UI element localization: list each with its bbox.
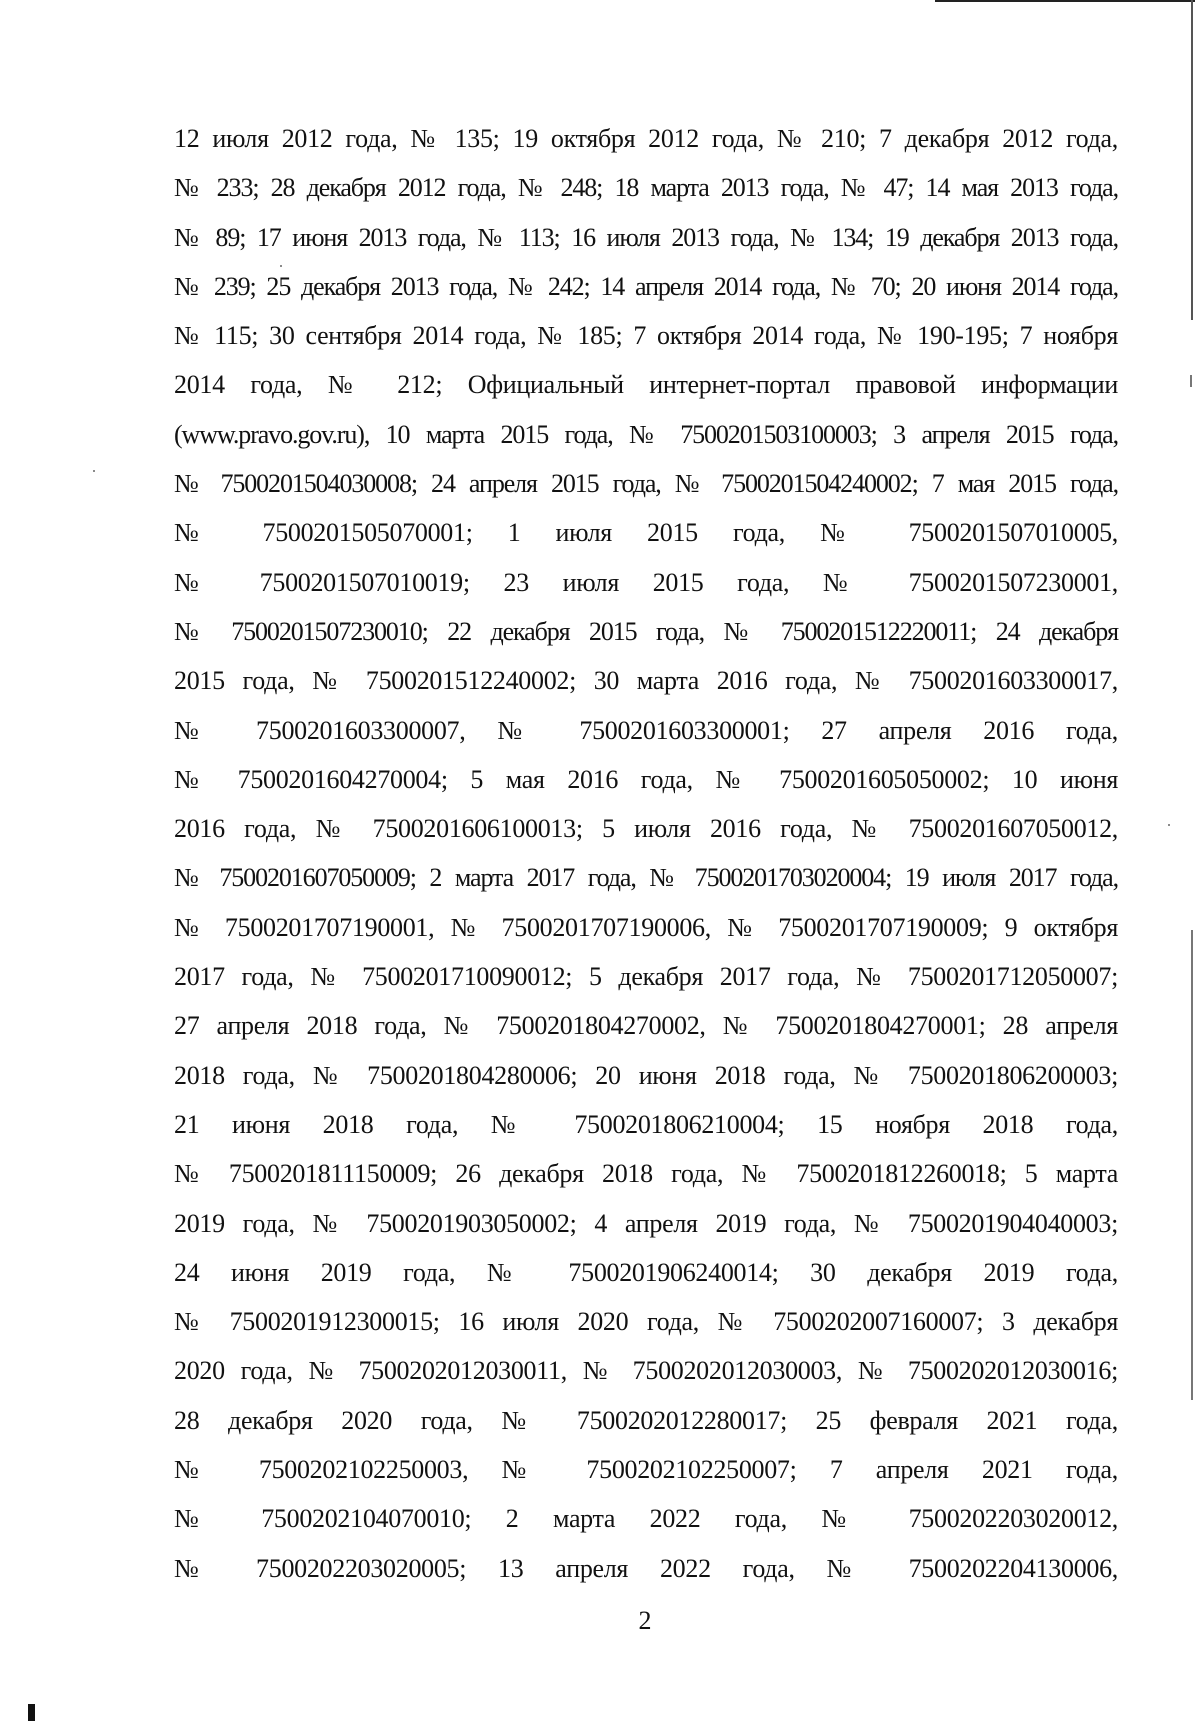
text-line: 2019 года, № 7500201903050002; 4 апреля 2019 года, № 7500201904040003;: [174, 1208, 1118, 1238]
text-line: № 7500201507010019; 23 июля 2015 года, № 7500201507230001,: [174, 567, 1118, 597]
body-text: [174, 114, 1118, 1593]
text-line: № 7500201603300007, № 7500201603300001; 27 апреля 2016 года,: [174, 715, 1118, 745]
text-line: № 239; 25 декабря 2013 года, № 242; 14 апреля 2014 года, № 70; 20 июня 2014 года,: [174, 271, 1118, 301]
text-line: 28 декабря 2020 года, № 7500202012280017; 25 февраля 2021 года,: [174, 1405, 1118, 1435]
scan-edge-mark: [1190, 375, 1192, 387]
text-line: № 233; 28 декабря 2012 года, № 248; 18 марта 2013 года, № 47; 14 мая 2013 года,: [174, 173, 1118, 203]
text-line: № 7500202203020005; 13 апреля 2022 года, № 7500202204130006,: [174, 1553, 1118, 1583]
text-line: 2020 года, № 7500202012030011, № 7500202012030003, № 7500202012030016;: [174, 1356, 1118, 1386]
text-line: № 7500201507230010; 22 декабря 2015 года, № 7500201512220011; 24 декабря: [174, 616, 1118, 646]
text-line: № 7500201811150009; 26 декабря 2018 года, № 7500201812260018; 5 марта: [174, 1159, 1118, 1189]
top-rule: [935, 0, 1195, 2]
scan-edge-line: [1191, 0, 1193, 320]
text-line: 2018 года, № 7500201804280006; 20 июня 2018 года, № 7500201806200003;: [174, 1060, 1118, 1090]
text-line: № 7500201607050009; 2 марта 2017 года, № 7500201703020004; 19 июля 2017 года,: [174, 863, 1118, 893]
text-line: № 7500201504030008; 24 апреля 2015 года, № 7500201504240002; 7 мая 2015 года,: [174, 469, 1118, 499]
text-line: (www.pravo.gov.ru), 10 марта 2015 года, № 7500201503100003; 3 апреля 2015 года,: [174, 419, 1118, 449]
text-line: № 7500201604270004; 5 мая 2016 года, № 7500201605050002; 10 июня: [174, 764, 1118, 794]
scan-speck: [93, 470, 95, 472]
scan-edge-mark: [28, 1704, 35, 1721]
text-line: 2014 года, № 212; Официальный интернет-портал правовой информации: [174, 370, 1118, 400]
text-line: 24 июня 2019 года, № 7500201906240014; 30 декабря 2019 года,: [174, 1257, 1118, 1287]
text-line: 2017 года, № 7500201710090012; 5 декабря 2017 года, № 7500201712050007;: [174, 962, 1118, 992]
text-line: 21 июня 2018 года, № 7500201806210004; 15 ноября 2018 года,: [174, 1109, 1118, 1139]
text-line: № 7500202102250003, № 7500202102250007; 7 апреля 2021 года,: [174, 1455, 1118, 1485]
text-line: № 89; 17 июня 2013 года, № 113; 16 июля 2013 года, № 134; 19 декабря 2013 года,: [174, 222, 1118, 252]
text-line: № 7500201912300015; 16 июля 2020 года, № 7500202007160007; 3 декабря: [174, 1307, 1118, 1337]
text-line: 2015 года, № 7500201512240002; 30 марта 2016 года, № 7500201603300017,: [174, 666, 1118, 696]
page-number: 2: [638, 1606, 652, 1635]
text-line: 27 апреля 2018 года, № 7500201804270002, № 7500201804270001; 28 апреля: [174, 1011, 1118, 1041]
text-line: 12 июля 2012 года, № 135; 19 октября 2012 года, № 210; 7 декабря 2012 года,: [174, 124, 1118, 153]
text-line: № 7500201707190001, № 7500201707190006, № 7500201707190009; 9 октября: [174, 912, 1118, 942]
scan-speck: [1168, 824, 1170, 826]
text-line: № 7500201505070001; 1 июля 2015 года, № 7500201507010005,: [174, 518, 1118, 548]
scan-edge-line-lower: [1191, 930, 1193, 1400]
text-line: № 7500202104070010; 2 марта 2022 года, № 7500202203020012,: [174, 1504, 1118, 1534]
text-line: № 115; 30 сентября 2014 года, № 185; 7 октября 2014 года, № 190-195; 7 ноября: [174, 321, 1118, 351]
text-line: 2016 года, № 7500201606100013; 5 июля 2016 года, № 7500201607050012,: [174, 814, 1118, 844]
